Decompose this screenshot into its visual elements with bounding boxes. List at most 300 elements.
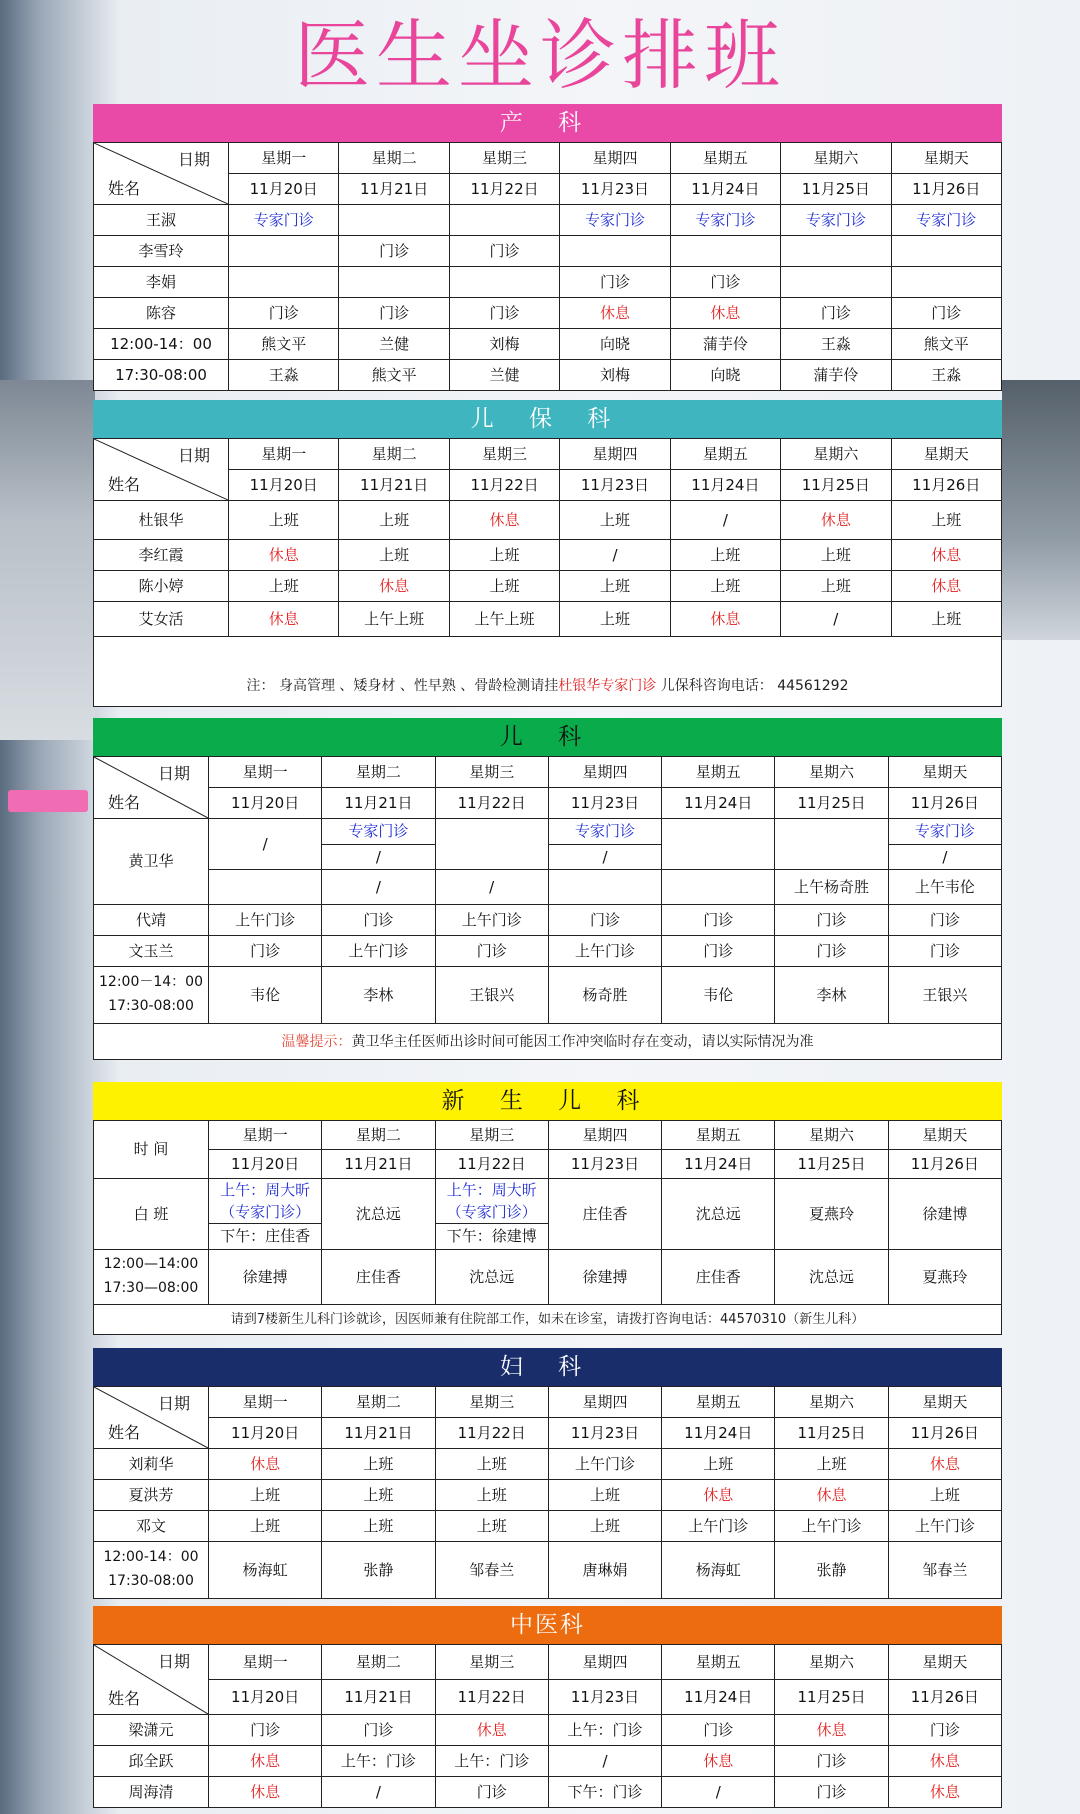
schedule-cell: 张静 <box>775 1542 888 1599</box>
schedule-cell: 上班 <box>670 540 780 571</box>
schedule-cell: 上午门诊 <box>322 936 435 967</box>
schedule-cell: 上午门诊 <box>662 1511 775 1542</box>
doctor-name: 17:30-08:00 <box>94 360 229 391</box>
schedule-cell <box>662 870 775 905</box>
schedule-cell: 门诊 <box>209 1715 322 1746</box>
schedule-cell: 门诊 <box>449 236 559 267</box>
schedule-cell: 王淼 <box>781 329 891 360</box>
schedule-cell: 夏燕玲 <box>775 1179 888 1250</box>
schedule-cell: 上班 <box>449 571 559 602</box>
child-health-section <box>93 400 1002 707</box>
obstetrics-header: 产 科 <box>93 104 1002 142</box>
schedule-cell <box>781 236 891 267</box>
date-header: 11月24日 <box>662 1150 775 1179</box>
date-header: 11月26日 <box>891 470 1001 501</box>
schedule-cell: 王淼 <box>891 360 1001 391</box>
schedule-cell: 熊文平 <box>339 360 449 391</box>
schedule-cell: 上班 <box>339 540 449 571</box>
weekday-header: 星期三 <box>449 439 559 470</box>
weekday-header: 星期二 <box>322 1645 435 1680</box>
date-header: 11月21日 <box>339 470 449 501</box>
date-header: 11月20日 <box>229 470 339 501</box>
schedule-cell: 上午上班 <box>449 602 559 637</box>
weekday-header: 星期五 <box>662 1387 775 1418</box>
child-health-table <box>93 438 1002 637</box>
tcm-table <box>93 1644 1002 1808</box>
corner-cell <box>94 1645 209 1715</box>
schedule-cell: 专家门诊 <box>891 205 1001 236</box>
weekday-header: 星期二 <box>322 757 435 788</box>
schedule-cell: 休息 <box>339 571 449 602</box>
weekday-header: 星期四 <box>560 439 670 470</box>
schedule-cell: 上班 <box>891 602 1001 637</box>
weekday-header: 星期天 <box>888 1645 1001 1680</box>
schedule-cell: 杨海虹 <box>662 1542 775 1599</box>
schedule-cell: 上班 <box>322 1480 435 1511</box>
schedule-cell <box>449 267 559 298</box>
weekday-header: 星期五 <box>670 439 780 470</box>
night-time-2: 17:30—08:00 <box>103 1280 199 1296</box>
background-building-right <box>1002 380 1080 640</box>
schedule-cell: 熊文平 <box>229 329 339 360</box>
schedule-cell: / <box>322 1777 435 1808</box>
schedule-cell: 休息 <box>449 501 559 540</box>
weekday-header: 星期五 <box>662 757 775 788</box>
neonatal-section <box>93 1082 1002 1335</box>
night-time-2: 17:30-08:00 <box>108 1573 194 1589</box>
obstetrics-section <box>93 104 1002 391</box>
weekday-header: 星期三 <box>435 757 548 788</box>
date-header: 11月23日 <box>548 788 661 819</box>
date-header: 11月24日 <box>670 174 780 205</box>
weekday-header: 星期六 <box>775 1645 888 1680</box>
schedule-cell: 上午门诊 <box>775 1511 888 1542</box>
date-header: 11月26日 <box>888 788 1001 819</box>
schedule-cell: 蒲芋伶 <box>781 360 891 391</box>
schedule-cell: 上午门诊 <box>435 905 548 936</box>
corner-cell <box>94 439 229 501</box>
schedule-cell: 门诊 <box>322 1715 435 1746</box>
date-header: 11月20日 <box>229 174 339 205</box>
schedule-cell <box>322 819 435 870</box>
schedule-cell: 刘梅 <box>449 329 559 360</box>
schedule-cell: 刘梅 <box>560 360 670 391</box>
schedule-cell <box>435 819 548 870</box>
schedule-cell: 专家门诊 <box>670 205 780 236</box>
schedule-cell: 门诊 <box>322 905 435 936</box>
schedule-cell: 门诊 <box>775 905 888 936</box>
expert-clinic: 专家门诊 <box>574 822 635 840</box>
schedule-cell <box>209 819 322 870</box>
schedule-cell: 王银兴 <box>888 967 1001 1024</box>
schedule-cell <box>891 236 1001 267</box>
schedule-cell: 门诊 <box>662 936 775 967</box>
weekday-header: 星期六 <box>775 757 888 788</box>
schedule-cell: 庄佳香 <box>662 1250 775 1305</box>
schedule-cell: 休息 <box>891 571 1001 602</box>
slash-mark: / <box>889 844 1001 869</box>
schedule-cell: 休息 <box>888 1746 1001 1777</box>
schedule-cell <box>548 870 661 905</box>
corner-name-label: 姓名 <box>108 475 141 495</box>
weekday-header: 星期天 <box>888 1121 1001 1150</box>
date-header: 11月25日 <box>781 174 891 205</box>
date-header: 11月23日 <box>548 1680 661 1715</box>
weekday-header: 星期三 <box>435 1121 548 1150</box>
date-header: 11月23日 <box>548 1418 661 1449</box>
schedule-cell <box>662 819 775 870</box>
weekday-header: 星期二 <box>339 439 449 470</box>
corner-cell <box>94 1387 209 1449</box>
schedule-cell: 上班 <box>560 602 670 637</box>
schedule-cell: 门诊 <box>888 905 1001 936</box>
schedule-cell <box>339 205 449 236</box>
weekday-header: 星期四 <box>548 1121 661 1150</box>
schedule-cell: / <box>322 870 435 905</box>
schedule-cell: 门诊 <box>209 936 322 967</box>
weekday-header: 星期一 <box>229 439 339 470</box>
schedule-cell <box>775 819 888 870</box>
schedule-cell: 上班 <box>560 571 670 602</box>
date-header: 11月22日 <box>435 1418 548 1449</box>
schedule-cell: 门诊 <box>662 1715 775 1746</box>
weekday-header: 星期四 <box>548 757 661 788</box>
date-header: 11月25日 <box>775 1680 888 1715</box>
schedule-cell: 上班 <box>322 1511 435 1542</box>
schedule-cell: / <box>560 540 670 571</box>
schedule-cell: 上班 <box>435 1511 548 1542</box>
date-header: 11月24日 <box>662 1418 775 1449</box>
schedule-cell: 专家门诊 <box>560 205 670 236</box>
schedule-cell: 徐建博 <box>888 1179 1001 1250</box>
gynecology-section <box>93 1348 1002 1599</box>
schedule-cell: 门诊 <box>670 267 780 298</box>
schedule-cell: 门诊 <box>662 905 775 936</box>
schedule-cell: 门诊 <box>781 298 891 329</box>
child-health-header: 儿 保 科 <box>93 400 1002 438</box>
schedule-cell: 上班 <box>548 1480 661 1511</box>
date-header: 11月23日 <box>560 174 670 205</box>
date-header: 11月21日 <box>322 1418 435 1449</box>
doctor-name: 陈小婷 <box>94 571 229 602</box>
weekday-header: 星期一 <box>229 143 339 174</box>
date-header: 11月23日 <box>548 1150 661 1179</box>
afternoon-doctor: 下午：庄佳香 <box>209 1223 321 1249</box>
schedule-cell: 上班 <box>781 571 891 602</box>
doctor-name: 陈容 <box>94 298 229 329</box>
schedule-cell: 休息 <box>209 1777 322 1808</box>
night-time-2: 17:30-08:00 <box>108 998 194 1014</box>
schedule-cell: 上班 <box>888 1480 1001 1511</box>
weekday-header: 星期三 <box>449 143 559 174</box>
schedule-cell: 唐琳娟 <box>548 1542 661 1599</box>
weekday-header: 星期天 <box>888 757 1001 788</box>
date-header: 11月21日 <box>322 788 435 819</box>
schedule-cell: 门诊 <box>888 1715 1001 1746</box>
date-header: 11月25日 <box>775 1150 888 1179</box>
schedule-cell: 上班 <box>435 1449 548 1480</box>
schedule-cell: 沈总远 <box>435 1250 548 1305</box>
schedule-cell: 上班 <box>209 1511 322 1542</box>
pediatrics-tip <box>93 1024 1002 1060</box>
date-header: 11月24日 <box>662 1680 775 1715</box>
schedule-cell: 休息 <box>670 298 780 329</box>
corner-name-label: 姓名 <box>108 793 141 813</box>
date-header: 11月20日 <box>209 1680 322 1715</box>
schedule-cell: 上班 <box>891 501 1001 540</box>
date-header: 11月26日 <box>891 174 1001 205</box>
schedule-cell <box>435 1179 548 1250</box>
night-time-1: 12:00－14：00 <box>99 974 203 991</box>
background-pink-bar <box>8 790 88 812</box>
schedule-cell: 上班 <box>662 1449 775 1480</box>
weekday-header: 星期六 <box>775 1121 888 1150</box>
date-header: 11月26日 <box>888 1680 1001 1715</box>
pediatrics-header: 儿 科 <box>93 718 1002 756</box>
night-time-1: 12:00-14：00 <box>103 1549 199 1566</box>
schedule-cell: 韦伦 <box>209 967 322 1024</box>
schedule-cell: 上午：门诊 <box>322 1746 435 1777</box>
weekday-header: 星期天 <box>891 143 1001 174</box>
slash-mark: / <box>262 834 268 853</box>
gynecology-header: 妇 科 <box>93 1348 1002 1386</box>
corner-cell <box>94 757 209 819</box>
schedule-cell: 上班 <box>435 1480 548 1511</box>
schedule-cell: 门诊 <box>435 1777 548 1808</box>
schedule-cell: 上班 <box>229 571 339 602</box>
schedule-cell: 门诊 <box>339 298 449 329</box>
weekday-header: 星期六 <box>775 1387 888 1418</box>
date-header: 11月22日 <box>449 174 559 205</box>
doctor-name: 李红霞 <box>94 540 229 571</box>
schedule-cell: 上午韦伦 <box>888 870 1001 905</box>
schedule-cell: 上班 <box>229 501 339 540</box>
date-header: 11月25日 <box>781 470 891 501</box>
corner-date-label: 日期 <box>157 1394 190 1413</box>
morning-doctor: 上午：周大昕 <box>220 1181 311 1199</box>
tcm-header: 中医科 <box>93 1606 1002 1644</box>
schedule-cell: 上班 <box>339 501 449 540</box>
time-label: 时 间 <box>94 1121 209 1179</box>
weekday-header: 星期三 <box>435 1387 548 1418</box>
schedule-cell <box>888 819 1001 870</box>
schedule-cell <box>781 267 891 298</box>
doctor-name: 梁潇元 <box>94 1715 209 1746</box>
corner-cell <box>94 143 229 205</box>
night-shift-label <box>94 967 209 1024</box>
schedule-cell: / <box>435 870 548 905</box>
schedule-cell: 门诊 <box>888 936 1001 967</box>
corner-date-label: 日期 <box>177 150 210 169</box>
neonatal-header: 新 生 儿 科 <box>93 1082 1002 1120</box>
weekday-header: 星期四 <box>560 143 670 174</box>
schedule-cell: 兰健 <box>449 360 559 391</box>
schedule-cell: 下午：门诊 <box>548 1777 661 1808</box>
schedule-cell: 上班 <box>670 571 780 602</box>
slash-mark: / <box>549 844 661 869</box>
schedule-cell: 门诊 <box>548 905 661 936</box>
weekday-header: 星期一 <box>209 1121 322 1150</box>
schedule-cell: 李林 <box>775 967 888 1024</box>
child-health-note-highlight: 杜银华专家门诊 <box>558 678 657 694</box>
weekday-header: 星期五 <box>662 1121 775 1150</box>
schedule-cell: 休息 <box>888 1449 1001 1480</box>
schedule-cell: 门诊 <box>775 936 888 967</box>
schedule-cell: 沈总远 <box>662 1179 775 1250</box>
schedule-cell: 李林 <box>322 967 435 1024</box>
corner-date-label: 日期 <box>177 446 210 465</box>
page-title: 医生坐诊排班 <box>294 11 786 100</box>
schedule-cell: 休息 <box>229 540 339 571</box>
afternoon-doctor: 下午：徐建博 <box>436 1223 548 1249</box>
obstetrics-table <box>93 142 1002 391</box>
schedule-cell: 徐建搏 <box>548 1250 661 1305</box>
weekday-header: 星期六 <box>781 439 891 470</box>
schedule-cell: 上班 <box>548 1511 661 1542</box>
weekday-header: 星期四 <box>548 1387 661 1418</box>
pediatrics-section <box>93 718 1002 1060</box>
schedule-cell: 上班 <box>209 1480 322 1511</box>
doctor-name: 李娟 <box>94 267 229 298</box>
schedule-cell: 韦伦 <box>662 967 775 1024</box>
doctor-name: 12:00-14：00 <box>94 329 229 360</box>
schedule-cell: 杨海虹 <box>209 1542 322 1599</box>
schedule-cell: 门诊 <box>775 1777 888 1808</box>
schedule-cell: 上班 <box>560 501 670 540</box>
weekday-header: 星期天 <box>891 439 1001 470</box>
schedule-cell: 休息 <box>891 540 1001 571</box>
schedule-cell: 门诊 <box>339 236 449 267</box>
neonatal-note: 请到7楼新生儿科门诊就诊，因医师兼有住院部工作，如未在诊室，请拨打咨询电话：44570310（新生儿科） <box>93 1305 1002 1335</box>
date-header: 11月22日 <box>435 1150 548 1179</box>
date-header: 11月20日 <box>209 1418 322 1449</box>
doctor-name: 代靖 <box>94 905 209 936</box>
schedule-cell: 专家门诊 <box>781 205 891 236</box>
date-header: 11月22日 <box>449 470 559 501</box>
schedule-cell: 庄佳香 <box>322 1250 435 1305</box>
pediatrics-table <box>93 756 1002 1024</box>
schedule-cell <box>560 236 670 267</box>
date-header: 11月25日 <box>775 788 888 819</box>
schedule-cell: 上班 <box>775 1449 888 1480</box>
schedule-cell: 张静 <box>322 1542 435 1599</box>
schedule-cell: 王银兴 <box>435 967 548 1024</box>
tcm-section <box>93 1606 1002 1808</box>
schedule-cell: 夏燕玲 <box>888 1250 1001 1305</box>
schedule-cell: 门诊 <box>891 298 1001 329</box>
schedule-cell: 休息 <box>662 1480 775 1511</box>
expert-clinic: （专家门诊） <box>446 1203 537 1221</box>
weekday-header: 星期五 <box>670 143 780 174</box>
date-header: 11月23日 <box>560 470 670 501</box>
schedule-cell <box>891 267 1001 298</box>
schedule-cell: 沈总远 <box>322 1179 435 1250</box>
schedule-cell: 上午：门诊 <box>435 1746 548 1777</box>
schedule-cell: 休息 <box>229 602 339 637</box>
schedule-cell: 徐建搏 <box>209 1250 322 1305</box>
doctor-name: 王淑 <box>94 205 229 236</box>
doctor-name: 李雪玲 <box>94 236 229 267</box>
schedule-cell: 休息 <box>888 1777 1001 1808</box>
schedule-cell: / <box>781 602 891 637</box>
corner-date-label: 日期 <box>157 1652 190 1671</box>
date-header: 11月20日 <box>209 1150 322 1179</box>
schedule-cell <box>339 267 449 298</box>
date-header: 11月21日 <box>339 174 449 205</box>
schedule-cell: 向晓 <box>670 360 780 391</box>
weekday-header: 星期天 <box>888 1387 1001 1418</box>
expert-clinic: 专家门诊 <box>914 822 975 840</box>
weekday-header: 星期一 <box>209 757 322 788</box>
schedule-cell <box>209 1179 322 1250</box>
date-header: 11月21日 <box>322 1150 435 1179</box>
schedule-cell: 休息 <box>209 1746 322 1777</box>
schedule-cell: 专家门诊 <box>229 205 339 236</box>
schedule-cell: 上午门诊 <box>548 936 661 967</box>
schedule-cell: / <box>548 1746 661 1777</box>
weekday-header: 星期六 <box>781 143 891 174</box>
schedule-cell: 上午门诊 <box>548 1449 661 1480</box>
schedule-cell: 休息 <box>670 602 780 637</box>
doctor-name: 邓文 <box>94 1511 209 1542</box>
doctor-name: 杜银华 <box>94 501 229 540</box>
schedule-cell: 门诊 <box>449 298 559 329</box>
schedule-cell <box>670 236 780 267</box>
schedule-cell: 上午门诊 <box>888 1511 1001 1542</box>
doctor-name: 文玉兰 <box>94 936 209 967</box>
schedule-cell: 上午杨奇胜 <box>775 870 888 905</box>
schedule-cell: 上班 <box>781 540 891 571</box>
weekday-header: 星期二 <box>322 1121 435 1150</box>
date-header: 11月21日 <box>322 1680 435 1715</box>
schedule-cell: 休息 <box>662 1746 775 1777</box>
corner-name-label: 姓名 <box>108 179 141 199</box>
schedule-cell: 沈总远 <box>775 1250 888 1305</box>
date-header: 11月24日 <box>662 788 775 819</box>
schedule-cell: 上午上班 <box>339 602 449 637</box>
schedule-cell: 蒲芋伶 <box>670 329 780 360</box>
schedule-cell: 休息 <box>209 1449 322 1480</box>
schedule-cell: 杨奇胜 <box>548 967 661 1024</box>
doctor-name: 艾女活 <box>94 602 229 637</box>
expert-clinic: 专家门诊 <box>348 822 409 840</box>
slash-mark: / <box>322 844 434 869</box>
schedule-cell: 兰健 <box>339 329 449 360</box>
pediatrics-tip-label: 温馨提示： <box>281 1034 352 1050</box>
schedule-cell: 邹春兰 <box>888 1542 1001 1599</box>
schedule-cell: 庄佳香 <box>548 1179 661 1250</box>
night-time-1: 12:00—14:00 <box>103 1256 199 1273</box>
schedule-cell: 王淼 <box>229 360 339 391</box>
date-header: 11月26日 <box>888 1150 1001 1179</box>
weekday-header: 星期一 <box>209 1387 322 1418</box>
schedule-cell: 休息 <box>775 1480 888 1511</box>
schedule-cell: 休息 <box>781 501 891 540</box>
child-health-note <box>93 637 1002 707</box>
gynecology-table <box>93 1386 1002 1599</box>
night-shift-label <box>94 1542 209 1599</box>
weekday-header: 星期二 <box>322 1387 435 1418</box>
background-building <box>0 380 95 740</box>
schedule-cell: 上午门诊 <box>209 905 322 936</box>
expert-clinic: （专家门诊） <box>220 1203 311 1221</box>
child-health-note-prefix: 注： 身高管理 、矮身材 、性早熟 、骨龄检测请挂 <box>246 678 559 694</box>
schedule-cell: 上班 <box>449 540 559 571</box>
weekday-header: 星期二 <box>339 143 449 174</box>
schedule-cell: 休息 <box>775 1715 888 1746</box>
schedule-cell: / <box>670 501 780 540</box>
weekday-header: 星期五 <box>662 1645 775 1680</box>
